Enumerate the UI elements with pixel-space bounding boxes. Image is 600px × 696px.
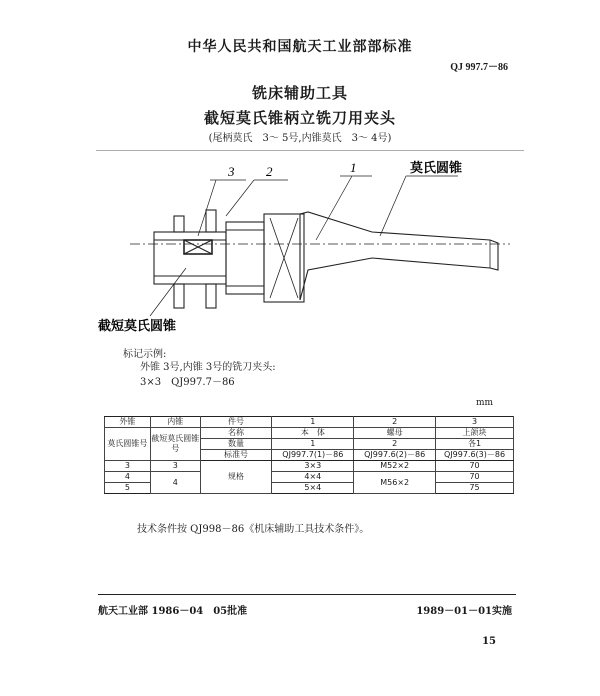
callout-3: 3 [228, 164, 235, 179]
marking-example-value: 3×3 QJ997.7－86 [140, 377, 235, 388]
leader-1 [316, 176, 352, 240]
table-row [105, 461, 514, 472]
outer-label: 莫氏圆锥号 [105, 428, 151, 461]
row-label-name: 名称 [200, 428, 272, 439]
qty-1: 1 [272, 439, 354, 450]
spec-table [104, 416, 514, 494]
footer-rule [98, 594, 516, 595]
row-inner: 4 [150, 472, 200, 494]
row-label-std: 标准号 [200, 450, 272, 461]
leader-2 [226, 180, 254, 216]
screw-top-right [206, 210, 216, 232]
row-inner: 3 [150, 461, 200, 472]
row-spec3: 70 [436, 461, 514, 472]
standard-code: QJ 997.7－86 [450, 62, 508, 73]
document-subtitle-main: 截短莫氏锥柄立铣刀用夹头 [203, 109, 396, 127]
spec-label: 规格 [200, 461, 272, 494]
screw-top-left [174, 216, 184, 232]
col-outer-header: 外锥 [105, 417, 151, 428]
leader-short-morse [150, 268, 186, 316]
row-outer: 4 [105, 472, 151, 483]
label-short-morse-taper: 截短莫氏圆锥 [98, 319, 177, 334]
row-spec1: 4×4 [272, 472, 354, 483]
technical-drawing [90, 150, 530, 340]
name-2: 螺母 [354, 428, 436, 439]
callout-1: 1 [350, 160, 357, 175]
row-spec2: M52×2 [354, 461, 436, 472]
marking-example-title: 标记示例: [123, 349, 167, 360]
col-inner-header: 内锥 [150, 417, 200, 428]
qty-2: 2 [354, 439, 436, 450]
page-number: 15 [482, 636, 496, 647]
name-1: 本 体 [272, 428, 354, 439]
part-no-2: 2 [354, 417, 436, 428]
inner-label: 截短莫氏圆锥号 [150, 428, 200, 461]
document-title: 铣床辅助工具 [251, 84, 348, 102]
part-no-1: 1 [272, 417, 354, 428]
table-row-part-no [105, 417, 514, 428]
row-spec2: M56×2 [354, 472, 436, 494]
callout-2: 2 [266, 164, 273, 179]
technical-note: 技术条件按 QJ998－86《机床辅助工具技术条件》。 [137, 524, 370, 535]
unit-label: mm [476, 398, 494, 408]
std-1: QJ997.7(1)－86 [272, 450, 354, 461]
row-outer: 5 [105, 483, 151, 494]
table-row [105, 472, 514, 483]
row-label-part-no: 件号 [200, 417, 272, 428]
row-spec1: 5×4 [272, 483, 354, 494]
leader-morse [380, 176, 406, 236]
name-3: 上颌块 [436, 428, 514, 439]
leader-3 [198, 180, 216, 236]
row-spec3: 75 [436, 483, 514, 494]
row-spec3: 70 [436, 472, 514, 483]
effective-date: 1989－01－01实施 [416, 606, 512, 617]
std-2: QJ997.6(2)－86 [354, 450, 436, 461]
part-no-3: 3 [436, 417, 514, 428]
row-label-qty: 数量 [200, 439, 272, 450]
std-3: QJ997.6(3)－86 [436, 450, 514, 461]
qty-3: 各1 [436, 439, 514, 450]
standard-title: 中华人民共和国航天工业部部标准 [187, 39, 413, 55]
marking-example-desc: 外锥 3号,内锥 3号的铣刀夹头: [140, 362, 276, 373]
nut-body [226, 222, 264, 294]
row-outer: 3 [105, 461, 151, 472]
approval-date: 航天工业部 1986－04 05批准 [98, 606, 248, 617]
label-morse-taper: 莫氏圆锥 [410, 161, 463, 176]
screw-bottom-left [174, 284, 184, 308]
screw-bottom-right [206, 284, 216, 308]
document-subtitle-range: (尾柄莫氏 3～ 5号,内锥莫氏 3～ 4号) [208, 133, 392, 144]
row-spec1: 3×3 [272, 461, 354, 472]
taper-shank [300, 212, 498, 300]
table-row-name [105, 428, 514, 439]
